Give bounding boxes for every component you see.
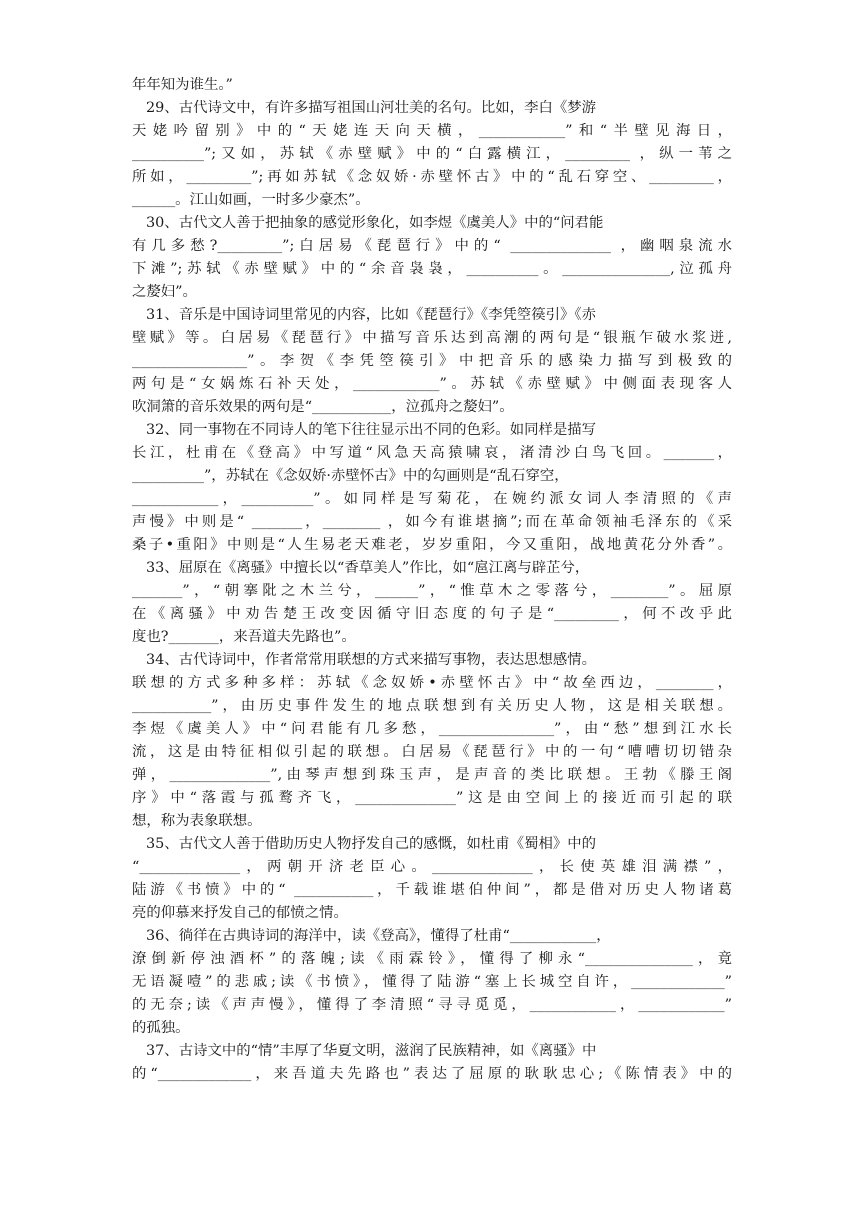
question-30-line: 30、古代文人善于把抽象的感觉形象化，如李煜《虞美人》中的“问君能 <box>146 215 604 231</box>
text-line: 吹洞箫的音乐效果的两句是“___________，泣孤舟之嫠妇”。 <box>132 399 514 415</box>
text-line: 下滩”;苏轼《赤壁赋》中的“余音袅袅，__________。_______________,泣孤舟 <box>132 261 732 277</box>
text-line: 联想的方式多种多样：苏轼《念奴娇•赤壁怀古》中“故垒西边，________， <box>132 675 732 691</box>
question-33-line: 33、屈原在《离骚》中擅长以“香草美人”作比，如“扈江离与辟芷兮， <box>146 560 590 576</box>
text-line: 之嫠妇”。 <box>132 284 197 300</box>
text-line: ________________”。李贺《李凭箜篌引》中把音乐的感染力描写到极致的 <box>132 353 732 369</box>
text-line: 有几多愁?_________”;白居易《琵琶行》中的“ ______________ ，幽咽泉流水 <box>132 238 732 254</box>
question-37-line: 37、古诗文中的“情”丰厚了华夏文明，滋润了民族精神，如《离骚》中 <box>146 1043 597 1059</box>
text-line: 的无奈;读《声声慢》，懂得了李清照“寻寻觅觅，____________，____________” <box>132 997 732 1013</box>
text-line: 的“_____________，来吾道夫先路也”表达了屈原的耿耿忠心;《陈情表》中的 <box>132 1066 732 1082</box>
question-32-line: 32、同一事物在不同诗人的笔下往往显示出不同的色彩。如同样是描写 <box>146 422 597 438</box>
text-line: 声慢》中则是“ _______，________ ，如今有谁堪摘”;而在革命领袖毛泽东的《采 <box>132 514 732 530</box>
text-line: 度也?_______，来吾道夫先路也”。 <box>132 629 356 645</box>
text-line: ___________”，由历史事件发生的地点联想到有关历史人物，这是相关联想。 <box>132 698 732 714</box>
text-line: 在《离骚》中劝告楚王改变因循守旧态度的句子是“_________，何不改乎此 <box>132 606 732 622</box>
text-line: 潦倒新停浊酒杯”的落魄;读《雨霖铃》，懂得了柳永“_______________，竟 <box>132 951 732 967</box>
text-line: 李煜《虞美人》中“问君能有几多愁，________________”，由“愁”想到江水长 <box>132 721 732 737</box>
question-29-line: 29、古代诗文中，有许多描写祖国山河壮美的名句。比如，李白《梦游 <box>146 100 597 116</box>
text-line: __________”，苏轼在《念奴娇·赤壁怀古》中的勾画则是“乱石穿空， <box>132 468 569 484</box>
text-line: ______。江山如画，一时多少豪杰”。 <box>132 192 370 208</box>
text-line: 无语凝噎”的悲戚;读《书愤》，懂得了陆游“塞上长城空自许，_____________” <box>132 974 732 990</box>
text-line: 年年知为谁生。” <box>132 77 233 93</box>
text-line: 所如，_________”;再如苏轼《念奴娇·赤壁怀古》中的“乱石穿空、_________， <box>132 169 732 185</box>
text-line: 弹，______________”,由琴声想到珠玉声，是声音的类比联想。王勃《滕王阁 <box>132 767 732 783</box>
text-line: 序》中“落霞与孤鹜齐飞，______________”这是由空间上的接近而引起的联 <box>132 790 732 806</box>
text-line: _______”，“朝搴阰之木兰兮，______”，“惟草木之零落兮，________”。屈原 <box>132 583 732 599</box>
text-line: 天姥吟留别》中的“天姥连天向天横，____________”和“半壁见海日， <box>132 123 732 139</box>
question-36-line: 36、徜徉在古典诗词的海洋中，读《登高》，懂得了杜甫“____________， <box>146 928 611 944</box>
text-line: 亮的仰慕来抒发自己的郁愤之情。 <box>132 905 348 921</box>
question-31-line: 31、音乐是中国诗词里常见的内容，比如《琵琶行》《李凭箜篌引》《赤 <box>146 307 597 323</box>
text-line: __________”;又如，苏轼《赤壁赋》中的“白露横江，_________ ，纵一苇之 <box>132 146 732 162</box>
text-line: 长江，杜甫在《登高》中写道“风急天高猿啸哀，渚清沙白鸟飞回。_______， <box>132 445 732 461</box>
document-page <box>132 74 732 1086</box>
text-line: 想，称为表象联想。 <box>132 813 262 829</box>
question-34-line: 34、古代诗词中，作者常常用联想的方式来描写事物，表达思想感情。 <box>146 652 597 668</box>
text-line: 流，这是由特征相似引起的联想。白居易《琵琶行》中的一句“嘈嘈切切错杂 <box>132 744 732 760</box>
text-line: 壁赋》等。白居易《琵琶行》中描写音乐达到高潮的两句是“银瓶乍破水浆迸, <box>132 330 732 346</box>
text-line: 两句是“女娲炼石补天处，____________”。苏轼《赤壁赋》中侧面表现客人 <box>132 376 732 392</box>
text-line: ____________，__________”。如同样是写菊花，在婉约派女词人李清照的《声 <box>132 491 732 507</box>
text-line: 的孤独。 <box>132 1020 190 1036</box>
text-line: “______________，两朝开济老臣心。______________，长使英雄泪满襟”， <box>132 859 732 875</box>
text-line: 陆游《书愤》中的“ ___________，千载谁堪伯仲间”，都是借对历史人物诸葛 <box>132 882 732 898</box>
question-35-line: 35、古代文人善于借助历史人物抒发自己的感慨，如杜甫《蜀相》中的 <box>146 836 597 852</box>
text-line: 桑子•重阳》中则是“人生易老天难老，岁岁重阳，今又重阳，战地黄花分外香”。 <box>132 537 732 553</box>
